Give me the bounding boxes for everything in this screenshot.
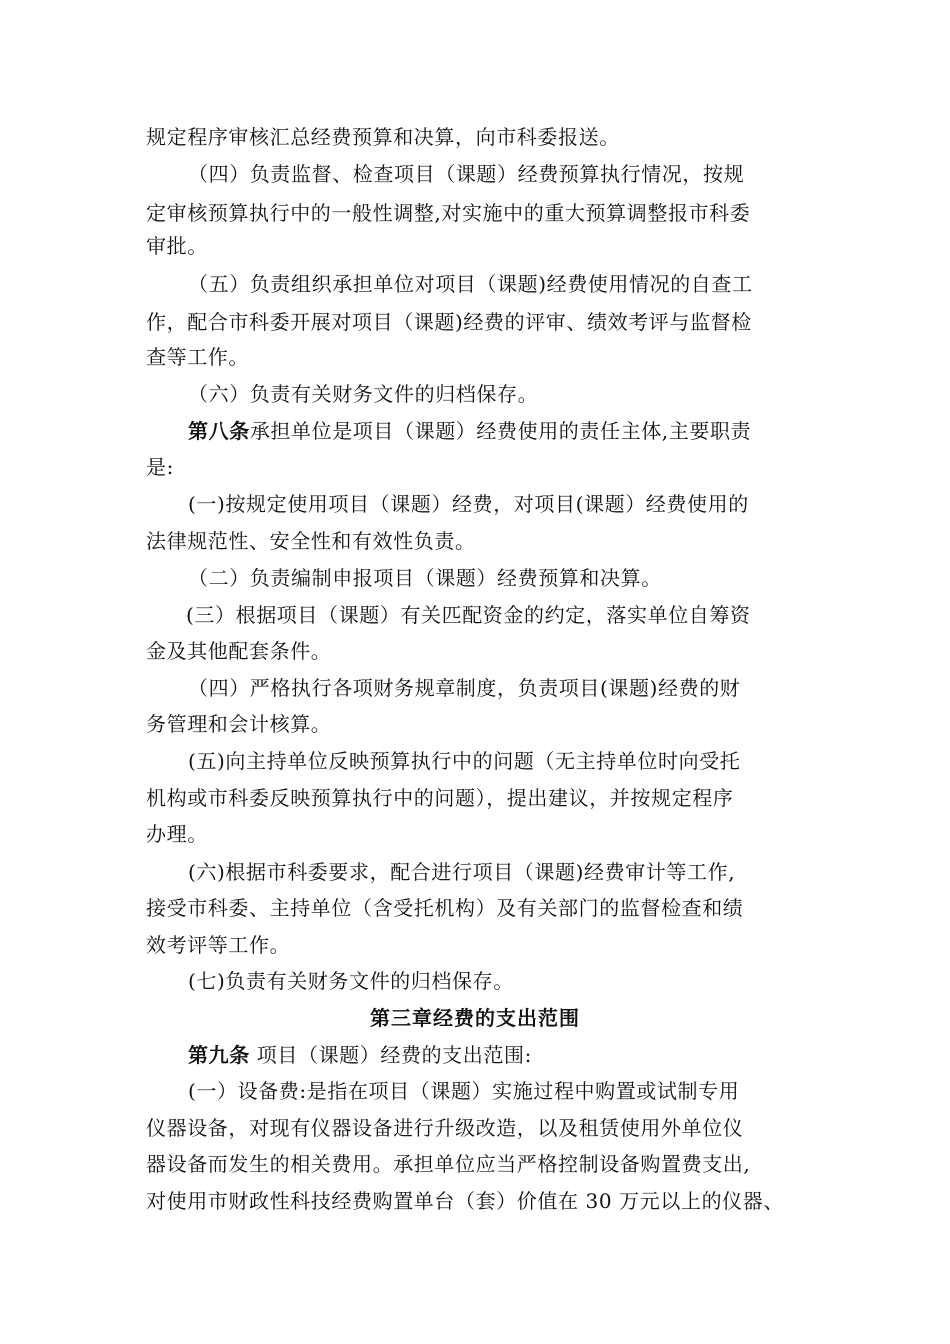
article-text: 承担单位是项目（课题）经费使用的责任主体,主要职责 <box>249 419 752 443</box>
paragraph-line: （四）严格执行各项财务规章制度，负责项目(课题)经费的财 <box>188 676 741 700</box>
article-label: 第八条 <box>188 419 250 443</box>
paragraph-line: 器设备而发生的相关费用。承担单位应当严格控制设备购置费支出, <box>146 1152 751 1176</box>
paragraph-line: 办理。 <box>146 822 208 846</box>
paragraph-line: 是: <box>146 455 174 479</box>
paragraph-line: 仪器设备，对现有仪器设备进行升级改造，以及租赁使用外单位仪 <box>146 1116 744 1140</box>
paragraph-line: (五)向主持单位反映预算执行中的问题（无主持单位时向受托 <box>188 749 741 773</box>
paragraph-line: (一)按规定使用项目（课题）经费，对项目(课题）经费使用的 <box>188 492 749 516</box>
paragraph-line: （二）负责编制申报项目（课题）经费预算和决算。 <box>188 566 662 590</box>
paragraph-line: 机构或市科委反映预算执行中的问题），提出建议，并按规定程序 <box>146 786 734 810</box>
article-label: 第九条 <box>188 1043 250 1067</box>
paragraph-line: 金及其他配套条件。 <box>146 639 332 663</box>
article-9-line <box>188 1041 828 1069</box>
paragraph-line: 作，配合市科委开展对项目（课题)经费的评审、绩效考评与监督检 <box>146 310 752 334</box>
paragraph-line: 接受市科委、主持单位（含受托机构）及有关部门的监督检查和绩 <box>146 896 744 920</box>
paragraph-line: (七)负责有关财务文件的归档保存。 <box>188 969 514 993</box>
paragraph-line: 查等工作。 <box>146 345 249 369</box>
paragraph-line: （五）负责组织承担单位对项目（课题)经费使用情况的自查工 <box>188 272 753 296</box>
paragraph-line: (一）设备费:是指在项目（课题）实施过程中购置或试制专用 <box>188 1079 740 1103</box>
article-text: 项目（课题）经费的支出范围: <box>249 1043 532 1067</box>
paragraph-line: 定审核预算执行中的一般性调整,对实施中的重大预算调整报市科委 <box>146 201 751 225</box>
paragraph-line: 审批。 <box>146 234 208 258</box>
paragraph-line: 务管理和会计核算。 <box>146 712 332 736</box>
paragraph-line: 效考评等工作。 <box>146 933 291 957</box>
article-8-line <box>188 417 828 445</box>
paragraph-line: 规定程序审核汇总经费预算和决算，向市科委报送。 <box>146 125 620 149</box>
paragraph-line: （四）负责监督、检查项目（课题）经费预算执行情况，按规 <box>188 162 745 186</box>
paragraph-line: (三）根据项目（课题）有关匹配资金的约定，落实单位自筹资 <box>186 603 751 627</box>
paragraph-line: 对使用市财政性科技经费购置单台（套）价值在 30 万元以上的仪器、 <box>146 1189 784 1213</box>
paragraph-line: 法律规范性、安全性和有效性负责。 <box>146 529 476 553</box>
chapter-heading: 第三章经费的支出范围 <box>370 1006 580 1030</box>
paragraph-line: (六)根据市科委要求，配合进行项目（课题)经费审计等工作, <box>188 860 736 884</box>
paragraph-line: （六）负责有关财务文件的归档保存。 <box>188 382 539 406</box>
